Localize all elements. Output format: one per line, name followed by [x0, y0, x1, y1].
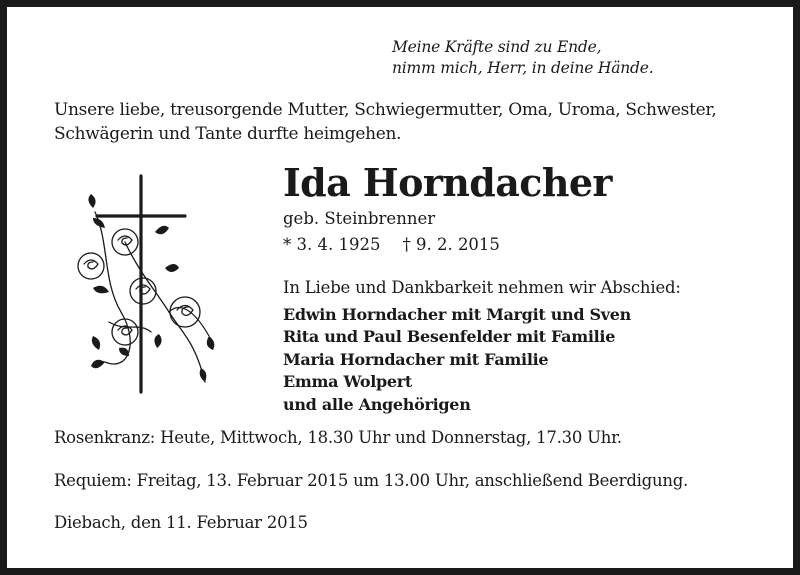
place-date: Diebach, den 11. Februar 2015 [54, 513, 308, 532]
motto-line-1: Meine Kräfte sind zu Ende, [392, 38, 602, 56]
farewell-lead: In Liebe und Dankbarkeit nehmen wir Abschied: [283, 278, 681, 297]
mourner-name: Maria Horndacher mit Familie [283, 349, 549, 369]
mourner-name: Rita und Paul Besenfelder mit Familie [283, 327, 616, 347]
intro-line-2: Schwägerin und Tante durfte heimgehen. [54, 124, 402, 144]
mourner-list [283, 304, 631, 416]
birth-date: * 3. 4. 1925 [283, 235, 381, 254]
maiden-name: geb. Steinbrenner [283, 209, 436, 228]
intro-text [54, 98, 716, 146]
intro-line-1: Unsere liebe, treusorgende Mutter, Schwiegermutter, Oma, Uroma, Schwester, [54, 100, 717, 120]
mourner-name: Edwin Horndacher mit Margit und Sven [283, 305, 631, 324]
mourner-name: und alle Angehörigen [283, 394, 471, 414]
cross-with-roses-icon [69, 172, 229, 402]
deceased-name: Ida Horndacher [283, 160, 612, 205]
mourner-name: Emma Wolpert [283, 372, 412, 392]
rosary-info: Rosenkranz: Heute, Mittwoch, 18.30 Uhr und Donnerstag, 17.30 Uhr. [54, 428, 622, 447]
requiem-info: Requiem: Freitag, 13. Februar 2015 um 13.00 Uhr, anschließend Beerdigung. [54, 471, 689, 490]
motto-line-2: nimm mich, Herr, in deine Hände. [392, 59, 654, 77]
motto-verse [392, 37, 653, 79]
death-date: † 9. 2. 2015 [402, 235, 500, 254]
life-dates [283, 235, 500, 254]
